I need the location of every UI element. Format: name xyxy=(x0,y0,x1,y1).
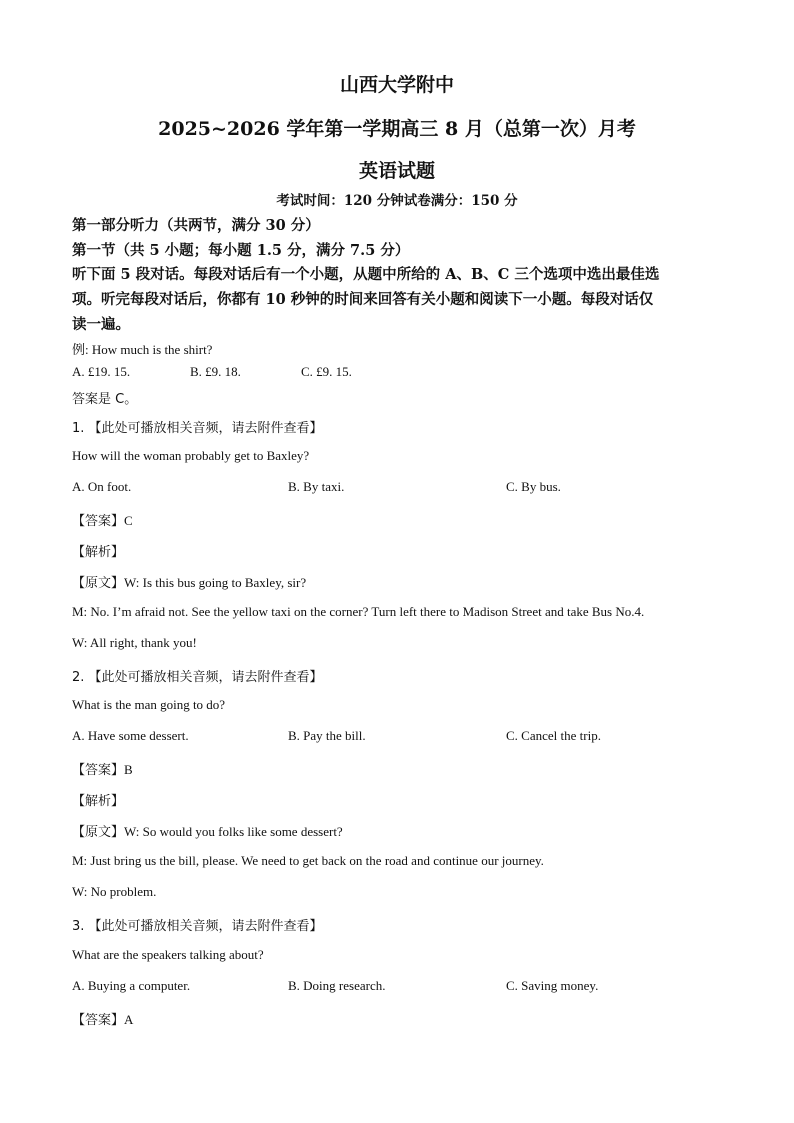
instructions-line-1: 听下面 5 段对话。每段对话后有一个小题，从题中所给的 A、B、C 三个选项中选出最佳选 xyxy=(72,266,660,283)
question-2-header: 2. 【此处可播放相关音频，请去附件查看】 xyxy=(72,670,323,685)
instructions-line-2: 项。听完每段对话后，你都有 10 秒钟的时间来回答有关小题和阅读下一小题。每段对话仅 xyxy=(72,291,654,308)
question-2-script-line-2: M: Just bring us the bill, please. We need to get back on the road and continue our journey. xyxy=(72,853,544,868)
section-heading: 第一节（共 5 小题；每小题 1.5 分，满分 7.5 分） xyxy=(72,242,410,259)
question-2-analysis xyxy=(72,790,124,809)
example-option-c: C. £9. 15. xyxy=(301,364,352,379)
analysis-label: 【解析】 xyxy=(72,794,125,809)
script-label: 【原文】 xyxy=(72,825,125,840)
question-3-answer xyxy=(72,1009,133,1028)
question-1-script-line-3: W: All right, thank you! xyxy=(72,635,197,650)
example-question: 例: How much is the shirt? xyxy=(72,342,213,357)
question-3-option-c: C. Saving money. xyxy=(506,978,599,993)
question-3-header: 3. 【此处可播放相关音频，请去附件查看】 xyxy=(72,919,323,934)
question-1-option-b: B. By taxi. xyxy=(288,479,345,494)
part-heading: 第一部分听力（共两节，满分 30 分） xyxy=(72,217,320,234)
question-1-script xyxy=(72,572,306,591)
school-title: 山西大学附中 xyxy=(339,74,454,96)
question-1-analysis xyxy=(72,541,124,560)
instructions-line-3: 读一遍。 xyxy=(72,316,130,333)
question-1-script-line-2: M: No. I’m afraid not. See the yellow taxi on the corner? Turn left there to Madison Street and take Bus No.4. xyxy=(72,604,645,619)
question-3-option-a: A. Buying a computer. xyxy=(72,978,191,993)
question-3-option-b: B. Doing research. xyxy=(288,978,386,993)
question-1-option-c: C. By bus. xyxy=(506,479,561,494)
question-1-text: How will the woman probably get to Baxley? xyxy=(72,448,310,463)
question-2-script xyxy=(72,821,343,840)
question-1-answer xyxy=(72,510,133,529)
question-2-script-line-3: W: No problem. xyxy=(72,884,157,899)
analysis-label: 【解析】 xyxy=(72,545,125,560)
exam-info: 考试时间：120 分钟试卷满分：150 分 xyxy=(276,193,518,209)
answer-value: C xyxy=(124,513,133,528)
subject-title: 英语试题 xyxy=(358,160,435,182)
example-option-a: A. £19. 15. xyxy=(72,364,131,379)
script-line: W: So would you folks like some dessert? xyxy=(124,824,343,839)
question-2-option-b: B. Pay the bill. xyxy=(288,728,366,743)
script-line: W: Is this bus going to Baxley, sir? xyxy=(124,575,307,590)
answer-label: 【答案】 xyxy=(72,1013,125,1028)
example-option-b: B. £9. 18. xyxy=(190,364,241,379)
question-1-option-a: A. On foot. xyxy=(72,479,132,494)
example-answer: 答案是 C。 xyxy=(72,392,138,407)
question-2-answer xyxy=(72,759,133,778)
script-label: 【原文】 xyxy=(72,576,125,591)
answer-value: B xyxy=(124,762,133,777)
question-2-option-a: A. Have some dessert. xyxy=(72,728,189,743)
question-1-header: 1. 【此处可播放相关音频，请去附件查看】 xyxy=(72,421,323,436)
answer-label: 【答案】 xyxy=(72,514,125,529)
exam-title: 2025~2026 学年第一学期高三 8 月（总第一次）月考 xyxy=(158,118,636,140)
answer-value: A xyxy=(124,1012,134,1027)
question-3-text: What are the speakers talking about? xyxy=(72,947,264,962)
question-2-text: What is the man going to do? xyxy=(72,697,226,712)
question-2-option-c: C. Cancel the trip. xyxy=(506,728,601,743)
answer-label: 【答案】 xyxy=(72,763,125,778)
